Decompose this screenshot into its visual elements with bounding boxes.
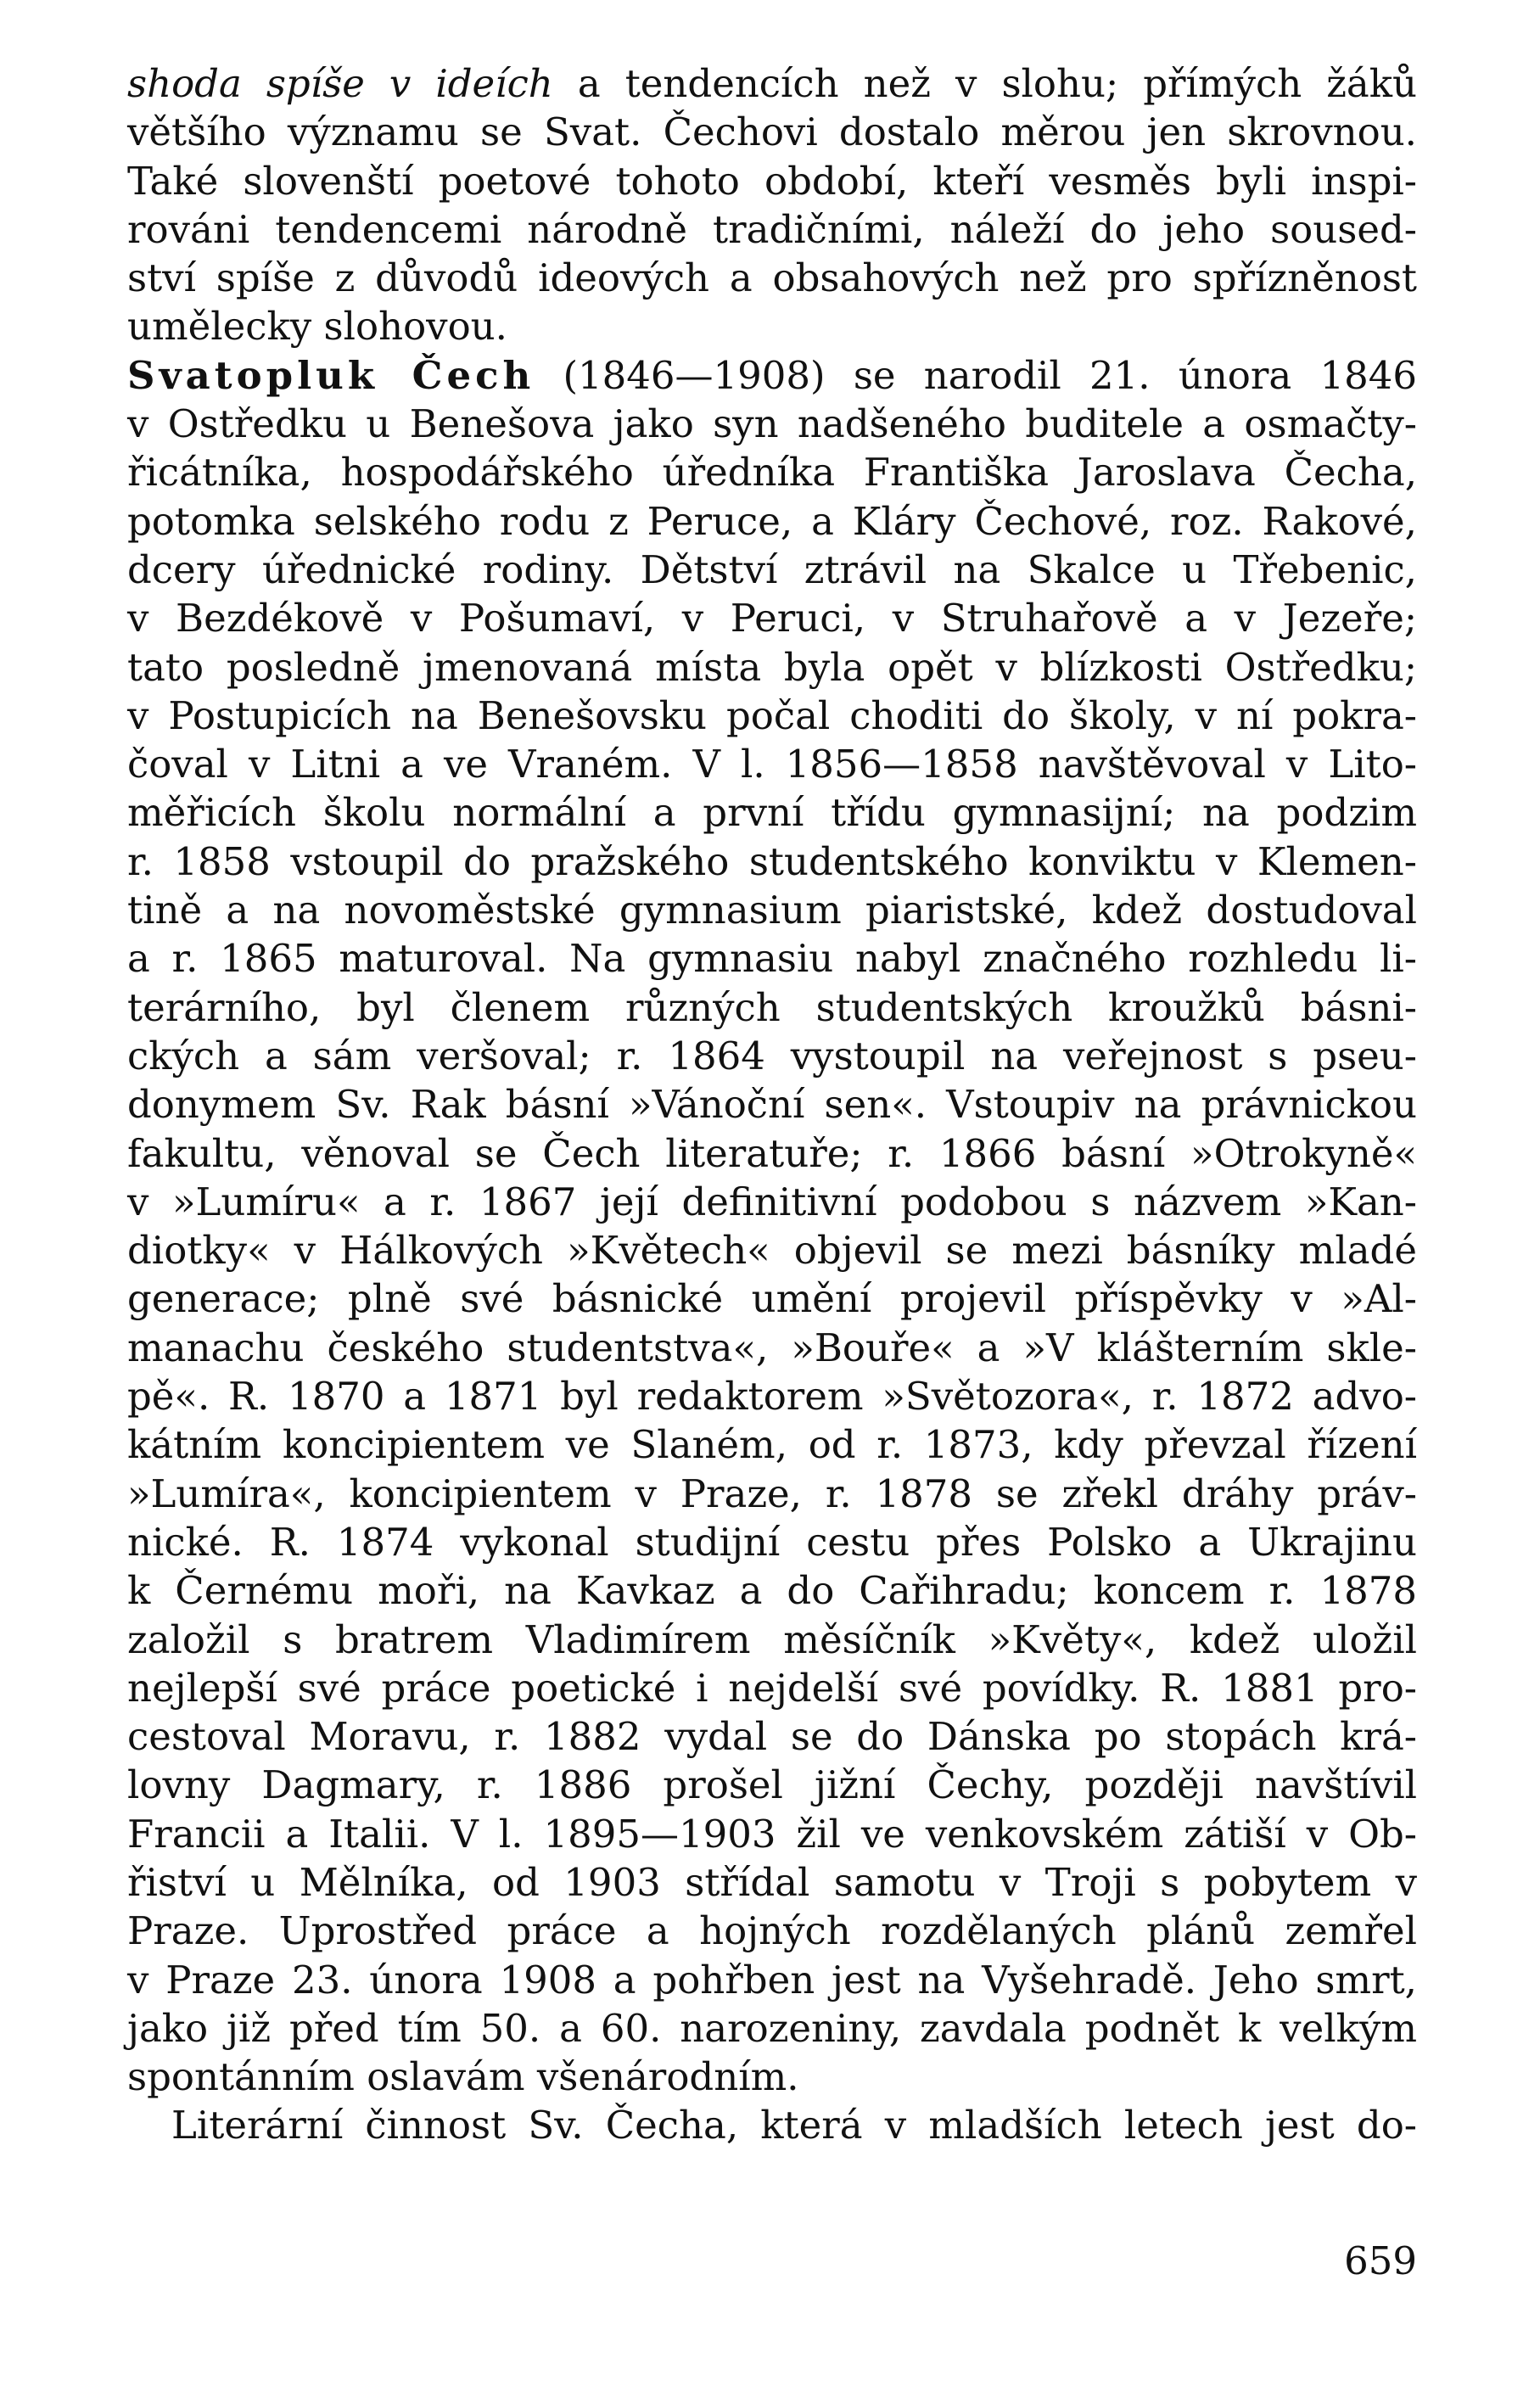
text-line: ství spíše z důvodů ideových a obsahových než pro spřízněnost — [127, 255, 1417, 301]
text-line: donymem Sv. Rak básní »Vánoční sen«. Vstoupiv na právnickou — [127, 1082, 1417, 1128]
text-line: a r. 1865 maturoval. Na gymnasiu nabyl značného rozhledu li- — [127, 936, 1417, 982]
text-segment: a tendencích než v slohu; přímých žáků — [552, 61, 1418, 106]
text-line: tato posledně jmenovaná místa byla opět v blízkosti Ostředku; — [127, 644, 1417, 690]
page-number: 659 — [1344, 2238, 1417, 2283]
text-line: Praze. Uprostřed práce a hojných rozdělaných plánů zemřel — [127, 1908, 1417, 1954]
italic-phrase: shoda spíše v ideích — [127, 61, 553, 106]
text-line: r. 1858 vstoupil do pražského studentského konviktu v Klemen- — [127, 838, 1417, 884]
text-line — [127, 351, 1417, 400]
text-line: fakultu, věnoval se Čech literatuře; r. 1866 básní »Otrokyně« — [127, 1130, 1417, 1176]
text-line: rováni tendencemi národně tradičními, náleží do jeho soused- — [127, 206, 1417, 252]
text-line: dcery úřednické rodiny. Dětství ztrávil na Skalce u Třebenic, — [127, 546, 1417, 592]
text-line: tině a na novoměstské gymnasium piaristské, kdež dostudoval — [127, 888, 1417, 933]
text-line: čoval v Litni a ve Vraném. V l. 1856—1858 navštěvoval v Lito- — [127, 742, 1417, 787]
text-line: v Postupicích na Benešovsku počal choditi do školy, v ní pokra- — [127, 692, 1417, 738]
text-line: terárního, byl členem různých studentských kroužků básni- — [127, 984, 1417, 1030]
text-line: Francii a Italii. V l. 1895—1903 žil ve venkovském zátiší v Ob- — [127, 1811, 1417, 1857]
text-line: generace; plně své básnické umění projevil příspěvky v »Al- — [127, 1276, 1417, 1322]
paragraph-2 — [127, 351, 1417, 2102]
text-line: řiství u Mělníka, od 1903 střídal samotu v Troji s pobytem v — [127, 1859, 1417, 1905]
text-line: pě«. R. 1870 a 1871 byl redaktorem »Světozora«, r. 1872 advo- — [127, 1374, 1417, 1420]
text-line: v Bezdékově v Pošumaví, v Peruci, v Struhařově a v Jezeře; — [127, 596, 1417, 641]
text-line: v »Lumíru« a r. 1867 její definitivní podobou s názvem »Kan- — [127, 1179, 1417, 1224]
text-line — [127, 59, 1417, 108]
text-line: většího významu se Svat. Čechovi dostalo měrou jen skrovnou. — [127, 109, 1417, 155]
text-line: Také slovenští poetové tohoto období, kteří vesměs byli inspi- — [127, 158, 1417, 204]
text-line: v Ostředku u Benešova jako syn nadšeného buditele a osmačty- — [127, 401, 1417, 447]
text-line: jako již před tím 50. a 60. narozeniny, zavdala podnět k velkým — [127, 2005, 1417, 2051]
text-line: spontánním oslavám všenárodním. — [127, 2054, 799, 2100]
text-line: kátním koncipientem ve Slaném, od r. 1873, kdy převzal řízení — [127, 1422, 1417, 1468]
text-line: ckých a sám veršoval; r. 1864 vystoupil na veřejnost s pseu- — [127, 1033, 1417, 1078]
text-line: potomka selského rodu z Peruce, a Kláry Čechové, roz. Rakové, — [127, 498, 1417, 544]
text-line: v Praze 23. února 1908 a pohřben jest na Vyšehradě. Jeho smrt, — [127, 1957, 1417, 2002]
text-line: cestoval Moravu, r. 1882 vydal se do Dánska po stopách krá- — [127, 1714, 1417, 1760]
author-name: Svatopluk Čech — [127, 352, 535, 398]
text-line: Literární činnost Sv. Čecha, která v mladších letech jest do- — [171, 2103, 1417, 2148]
text-line: nické. R. 1874 vykonal studijní cestu přes Polsko a Ukrajinu — [127, 1519, 1417, 1565]
text-line: k Černému moři, na Kavkaz a do Cařihradu; koncem r. 1878 — [127, 1568, 1417, 1614]
text-line: založil s bratrem Vladimírem měsíčník »Květy«, kdež uložil — [127, 1616, 1417, 1662]
text-segment: (1846—1908) se narodil 21. února 1846 — [535, 352, 1417, 398]
page-text — [127, 59, 1417, 2150]
text-line: umělecky slohovou. — [127, 304, 507, 350]
text-line: manachu českého studentstva«, »Bouře« a »V klášterním sklе- — [127, 1325, 1417, 1370]
paragraph-3 — [127, 2101, 1417, 2149]
text-line: »Lumíra«, koncipientem v Praze, r. 1878 se zřekl dráhy práv- — [127, 1470, 1417, 1516]
text-line: nejlepší své práce poetické i nejdelší své povídky. R. 1881 pro- — [127, 1665, 1417, 1711]
text-line: diotky« v Hálkových »Květech« objevil se mezi básníky mladé — [127, 1228, 1417, 1274]
text-line: měřicích školu normální a první třídu gymnasijní; na podzim — [127, 790, 1417, 836]
text-line: řicátníka, hospodářského úředníka Františka Jaroslava Čecha, — [127, 450, 1417, 496]
paragraph-1 — [127, 59, 1417, 351]
text-line: lovny Dagmary, r. 1886 prošel jižní Čechy, později navštívil — [127, 1762, 1417, 1808]
